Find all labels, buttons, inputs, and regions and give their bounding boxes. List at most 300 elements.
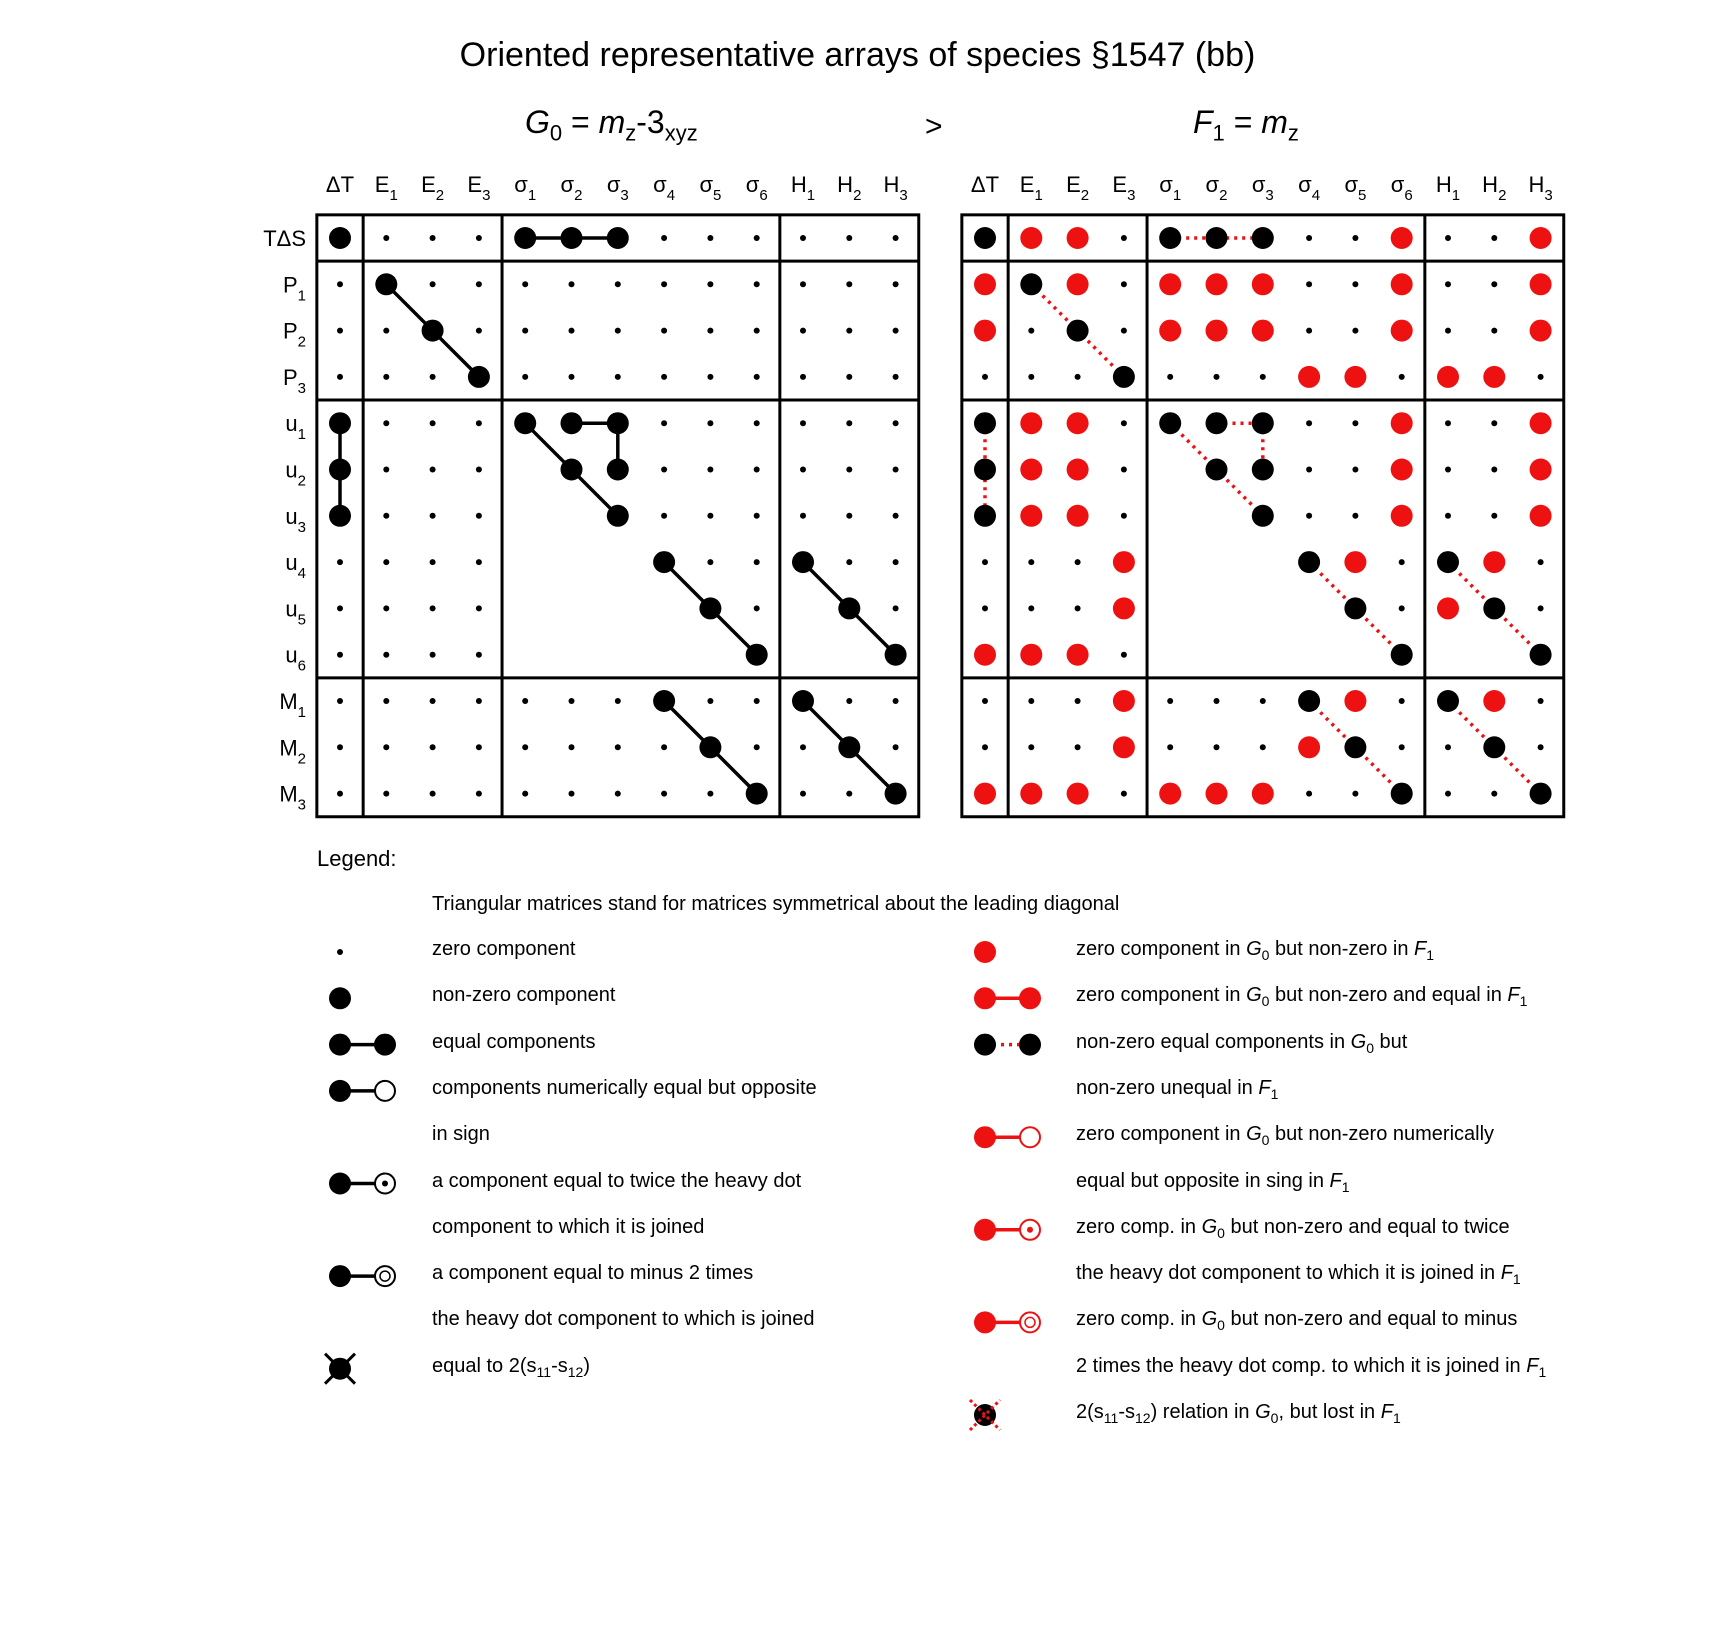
legend-right-text: equal but opposite in sing in $F_1$ <box>1076 1169 1350 1195</box>
g0-col-label: $\sigma_3$ <box>606 172 629 204</box>
f1-zero-dot <box>1352 791 1358 797</box>
row-label: $P_1$ <box>282 272 306 305</box>
f1-zero-dot <box>1491 513 1497 519</box>
f1-zero-dot <box>1491 420 1497 426</box>
g0-zero-dot <box>661 744 667 750</box>
g0-zero-dot <box>383 744 389 750</box>
f1-red-dot <box>1067 412 1089 434</box>
f1-red-dot <box>1159 273 1181 295</box>
f1-zero-dot <box>1399 605 1405 611</box>
compare-sign: > <box>925 110 943 143</box>
g0-zero-dot <box>707 467 713 473</box>
f1-zero-dot <box>1260 374 1266 380</box>
f1-col-label: $H_1$ <box>1435 172 1461 204</box>
g0-zero-dot <box>707 374 713 380</box>
f1-zero-dot <box>1538 374 1544 380</box>
f1-zero-dot <box>1352 235 1358 241</box>
f1-zero-dot <box>1306 791 1312 797</box>
g0-nonzero-dot <box>329 227 351 249</box>
g0-col-label: $\sigma_6$ <box>745 172 768 204</box>
g0-zero-dot <box>569 791 575 797</box>
f1-zero-dot <box>1352 513 1358 519</box>
g0-nonzero-dot <box>746 644 768 666</box>
g0-zero-dot <box>569 744 575 750</box>
f1-red-dot <box>1113 736 1135 758</box>
f1-zero-dot <box>1028 698 1034 704</box>
f1-zero-dot <box>1167 698 1173 704</box>
f1-zero-dot <box>1214 374 1220 380</box>
g0-nonzero-dot <box>422 320 444 342</box>
f1-zero-dot <box>1399 698 1405 704</box>
g0-zero-dot <box>615 744 621 750</box>
g0-zero-dot <box>569 374 575 380</box>
f1-red-dot <box>1344 690 1366 712</box>
g0-zero-dot <box>337 698 343 704</box>
legend-left-text: non-zero component <box>432 984 616 1007</box>
f1-zero-dot <box>982 559 988 565</box>
g0-nonzero-dot <box>699 597 721 619</box>
g0-zero-dot <box>615 281 621 287</box>
legend-dot-icon <box>329 1034 351 1056</box>
g0-zero-dot <box>430 652 436 658</box>
g0-zero-dot <box>846 281 852 287</box>
g0-zero-dot <box>383 420 389 426</box>
legend-dot-icon <box>329 987 351 1009</box>
g0-nonzero-dot <box>607 505 629 527</box>
f1-col-label: $\sigma_2$ <box>1205 172 1228 204</box>
g0-zero-dot <box>383 374 389 380</box>
g0-nonzero-dot <box>329 459 351 481</box>
f1-red-dot <box>1391 320 1413 342</box>
g0-zero-dot <box>430 235 436 241</box>
g0-zero-dot <box>522 791 528 797</box>
f1-nonzero-dot <box>1067 320 1089 342</box>
row-label: $M_2$ <box>279 735 306 768</box>
g0-col-label: $\sigma_1$ <box>514 172 537 204</box>
g0-zero-dot <box>707 328 713 334</box>
legend-left-text: a component equal to twice the heavy dot <box>432 1169 802 1192</box>
f1-nonzero-dot <box>1206 459 1228 481</box>
f1-nonzero-dot <box>1483 597 1505 619</box>
f1-nonzero-dot <box>1020 273 1042 295</box>
f1-col-label: $E_3$ <box>1112 172 1136 204</box>
f1-red-dot <box>1391 412 1413 434</box>
f1-nonzero-dot <box>1252 227 1274 249</box>
f1-zero-dot <box>1306 513 1312 519</box>
row-label: $u_5$ <box>285 596 306 629</box>
g0-zero-dot <box>615 698 621 704</box>
g0-zero-dot <box>661 235 667 241</box>
g0-zero-dot <box>661 281 667 287</box>
g0-zero-dot <box>522 374 528 380</box>
g0-nonzero-dot <box>885 644 907 666</box>
g0-zero-dot <box>337 652 343 658</box>
g0-zero-dot <box>383 652 389 658</box>
g0-zero-dot <box>707 559 713 565</box>
f1-zero-dot <box>1075 744 1081 750</box>
f1-nonzero-dot <box>1113 366 1135 388</box>
f1-zero-dot <box>1121 420 1127 426</box>
legend-dot-icon <box>974 1034 996 1056</box>
g0-nonzero-dot <box>468 366 490 388</box>
f1-red-dot <box>1020 783 1042 805</box>
g0-zero-dot <box>893 420 899 426</box>
g0-zero-dot <box>430 698 436 704</box>
row-label: $M_3$ <box>279 781 306 814</box>
f1-red-dot <box>1206 273 1228 295</box>
g0-zero-dot <box>754 281 760 287</box>
g0-zero-dot <box>754 420 760 426</box>
g0-zero-dot <box>337 281 343 287</box>
f1-zero-dot <box>1399 559 1405 565</box>
g0-zero-dot <box>337 744 343 750</box>
f1-red-dot <box>1391 459 1413 481</box>
f1-red-dot <box>1530 459 1552 481</box>
f1-zero-dot <box>1214 698 1220 704</box>
g0-zero-dot <box>893 235 899 241</box>
g0-zero-dot <box>383 235 389 241</box>
f1-red-dot <box>1067 783 1089 805</box>
legend-dot-icon <box>974 1311 996 1333</box>
g0-col-label: $E_1$ <box>374 172 398 204</box>
f1-zero-dot <box>1028 744 1034 750</box>
legend-open-dot-icon <box>375 1266 395 1286</box>
f1-red-dot <box>1020 644 1042 666</box>
f1-zero-dot <box>1491 328 1497 334</box>
f1-zero-dot <box>982 374 988 380</box>
page-title: Oriented representative arrays of species §1547 (bb) <box>459 36 1256 74</box>
f1-red-dot <box>1483 690 1505 712</box>
f1-nonzero-dot <box>974 412 996 434</box>
f1-red-dot <box>1344 551 1366 573</box>
g0-zero-dot <box>754 513 760 519</box>
legend-dot-icon <box>374 1034 396 1056</box>
f1-zero-dot <box>982 605 988 611</box>
f1-red-dot <box>1483 551 1505 573</box>
g0-zero-dot <box>522 281 528 287</box>
legend-right-text: zero comp. in $G_0$ but non-zero and equal to minus <box>1076 1308 1518 1334</box>
row-label: $u_2$ <box>285 457 306 490</box>
f1-zero-dot <box>1306 420 1312 426</box>
f1-red-dot <box>1252 320 1274 342</box>
legend-dot-icon <box>974 1219 996 1241</box>
f1-red-dot <box>974 320 996 342</box>
f1-zero-dot <box>1538 559 1544 565</box>
g0-zero-dot <box>430 374 436 380</box>
g0-nonzero-dot <box>607 412 629 434</box>
f1-zero-dot <box>1445 328 1451 334</box>
g0-zero-dot <box>893 467 899 473</box>
f1-col-label: $\sigma_4$ <box>1298 172 1321 204</box>
f1-zero-dot <box>1538 744 1544 750</box>
f1-red-dot <box>1206 320 1228 342</box>
g0-zero-dot <box>522 328 528 334</box>
legend-left-text: equal to $2(s_{11}-s_{12})$ <box>432 1354 590 1380</box>
g0-zero-dot <box>800 791 806 797</box>
f1-red-dot <box>1020 227 1042 249</box>
row-label: $P_2$ <box>282 318 306 351</box>
f1-zero-dot <box>1028 374 1034 380</box>
g0-zero-dot <box>476 328 482 334</box>
f1-col-label: $\sigma_5$ <box>1344 172 1367 204</box>
g0-zero-dot <box>800 328 806 334</box>
g0-zero-dot <box>430 559 436 565</box>
f1-nonzero-dot <box>1298 690 1320 712</box>
g0-zero-dot <box>383 698 389 704</box>
f1-zero-dot <box>1075 605 1081 611</box>
f1-zero-dot <box>1445 744 1451 750</box>
f1-red-dot <box>1159 783 1181 805</box>
f1-red-dot <box>1437 366 1459 388</box>
f1-zero-dot <box>1352 281 1358 287</box>
g0-zero-dot <box>800 235 806 241</box>
g0-zero-dot <box>707 281 713 287</box>
f1-zero-dot <box>1121 235 1127 241</box>
g0-zero-dot <box>615 374 621 380</box>
f1-nonzero-dot <box>1437 551 1459 573</box>
g0-zero-dot <box>754 559 760 565</box>
g0-zero-dot <box>383 513 389 519</box>
legend-center-dot-icon <box>1027 1227 1033 1233</box>
g0-zero-dot <box>430 744 436 750</box>
f1-zero-dot <box>1538 698 1544 704</box>
g0-zero-dot <box>800 467 806 473</box>
legend-small-dot-icon <box>337 949 343 955</box>
legend-left-text: components numerically equal but opposite <box>432 1076 817 1099</box>
g0-zero-dot <box>430 420 436 426</box>
g0-col-label: $H_3$ <box>883 172 908 204</box>
f1-zero-dot <box>1352 467 1358 473</box>
f1-red-dot <box>1206 783 1228 805</box>
legend-right-text: zero component in $G_0$ but non-zero numerically <box>1076 1123 1495 1149</box>
row-label: $u_3$ <box>285 503 306 536</box>
g0-zero-dot <box>846 328 852 334</box>
f1-zero-dot <box>1121 652 1127 658</box>
g0-nonzero-dot <box>607 459 629 481</box>
g0-zero-dot <box>707 698 713 704</box>
f1-red-dot <box>1067 644 1089 666</box>
g0-zero-dot <box>522 698 528 704</box>
f1-zero-dot <box>1491 467 1497 473</box>
f1-zero-dot <box>1167 374 1173 380</box>
f1-col-label: ΔT <box>970 172 1000 197</box>
legend-dot-icon <box>974 987 996 1009</box>
g0-col-label: $H_2$ <box>837 172 862 204</box>
f1-red-dot <box>1067 505 1089 527</box>
f1-zero-dot <box>1075 559 1081 565</box>
legend-left-text: a component equal to minus 2 times <box>432 1262 754 1285</box>
g0-zero-dot <box>893 513 899 519</box>
g0-zero-dot <box>337 559 343 565</box>
f1-red-dot <box>1252 783 1274 805</box>
f1-red-dot <box>1391 505 1413 527</box>
g0-nonzero-dot <box>653 551 675 573</box>
row-label: TΔS <box>263 226 306 251</box>
legend-left-text: zero component <box>432 938 576 960</box>
g0-zero-dot <box>661 467 667 473</box>
g0-col-label: $\sigma_5$ <box>699 172 722 204</box>
g0-zero-dot <box>430 605 436 611</box>
f1-red-dot <box>1020 459 1042 481</box>
f1-zero-dot <box>1306 467 1312 473</box>
legend-dot-icon <box>974 1126 996 1148</box>
f1-nonzero-dot <box>1159 412 1181 434</box>
f1-red-dot <box>1530 227 1552 249</box>
legend-title: Legend: <box>317 846 397 871</box>
g0-zero-dot <box>893 605 899 611</box>
f1-nonzero-dot <box>1252 505 1274 527</box>
g0-zero-dot <box>800 281 806 287</box>
f1-zero-dot <box>1445 791 1451 797</box>
g0-zero-dot <box>476 513 482 519</box>
f1-red-dot <box>974 783 996 805</box>
g0-nonzero-dot <box>375 273 397 295</box>
g0-zero-dot <box>476 467 482 473</box>
g0-zero-dot <box>893 328 899 334</box>
f1-nonzero-dot <box>1206 412 1228 434</box>
f1-zero-dot <box>1399 744 1405 750</box>
g0-col-label: ΔT <box>325 172 355 197</box>
f1-zero-dot <box>1121 467 1127 473</box>
g0-zero-dot <box>569 698 575 704</box>
g0-zero-dot <box>383 791 389 797</box>
g0-zero-dot <box>476 281 482 287</box>
g0-zero-dot <box>800 744 806 750</box>
g0-zero-dot <box>893 698 899 704</box>
f1-col-label: $E_2$ <box>1066 172 1090 204</box>
f1-zero-dot <box>1306 328 1312 334</box>
f1-red-dot <box>1391 273 1413 295</box>
g0-zero-dot <box>846 420 852 426</box>
g0-nonzero-dot <box>561 459 583 481</box>
g0-nonzero-dot <box>792 690 814 712</box>
f1-zero-dot <box>1538 605 1544 611</box>
f1-red-dot <box>1113 690 1135 712</box>
g0-zero-dot <box>661 328 667 334</box>
f1-nonzero-dot <box>974 459 996 481</box>
g0-nonzero-dot <box>329 412 351 434</box>
f1-col-label: $H_3$ <box>1528 172 1553 204</box>
legend-note: Triangular matrices stand for matrices symmetrical about the leading diagonal <box>432 893 1120 915</box>
row-label: $u_1$ <box>285 411 306 444</box>
g0-zero-dot <box>430 791 436 797</box>
g0-zero-dot <box>893 281 899 287</box>
matrix-title-g0: $G_0 = m_z-3_{xyz}$ <box>525 104 698 146</box>
f1-col-label: $\sigma_6$ <box>1390 172 1413 204</box>
f1-red-dot <box>1252 273 1274 295</box>
f1-red-dot <box>974 644 996 666</box>
g0-zero-dot <box>754 698 760 704</box>
f1-red-dot <box>1298 736 1320 758</box>
f1-zero-dot <box>1445 513 1451 519</box>
g0-zero-dot <box>754 744 760 750</box>
g0-zero-dot <box>476 652 482 658</box>
g0-nonzero-dot <box>792 551 814 573</box>
g0-zero-dot <box>800 374 806 380</box>
f1-red-dot <box>1483 366 1505 388</box>
f1-red-dot <box>1067 459 1089 481</box>
f1-nonzero-dot <box>1159 227 1181 249</box>
g0-zero-dot <box>846 513 852 519</box>
f1-nonzero-dot <box>1206 227 1228 249</box>
f1-nonzero-dot <box>1391 644 1413 666</box>
g0-zero-dot <box>754 235 760 241</box>
legend-left-text: in sign <box>432 1123 490 1146</box>
f1-red-dot <box>1530 505 1552 527</box>
g0-zero-dot <box>569 281 575 287</box>
g0-zero-dot <box>707 420 713 426</box>
legend-open-dot-icon <box>1020 1312 1040 1332</box>
legend-dot-icon <box>329 1265 351 1287</box>
matrix-title-f1: $F_1 = m_z$ <box>1193 104 1299 146</box>
g0-zero-dot <box>661 791 667 797</box>
f1-zero-dot <box>1167 744 1173 750</box>
g0-zero-dot <box>661 374 667 380</box>
g0-col-label: $E_3$ <box>467 172 491 204</box>
g0-col-label: $\sigma_4$ <box>653 172 676 204</box>
legend-dot-icon <box>974 941 996 963</box>
g0-nonzero-dot <box>838 597 860 619</box>
legend-right-text: zero comp. in $G_0$ but non-zero and equal to twice <box>1076 1215 1510 1241</box>
g0-zero-dot <box>707 235 713 241</box>
g0-zero-dot <box>800 513 806 519</box>
g0-zero-dot <box>661 420 667 426</box>
f1-zero-dot <box>1352 328 1358 334</box>
f1-zero-dot <box>1028 605 1034 611</box>
g0-zero-dot <box>337 328 343 334</box>
g0-zero-dot <box>476 791 482 797</box>
legend-left-text: equal components <box>432 1030 596 1053</box>
f1-zero-dot <box>1445 281 1451 287</box>
f1-col-label: $E_1$ <box>1019 172 1043 204</box>
g0-zero-dot <box>476 559 482 565</box>
g0-zero-dot <box>800 420 806 426</box>
f1-nonzero-dot <box>1344 736 1366 758</box>
g0-zero-dot <box>661 513 667 519</box>
f1-zero-dot <box>1075 374 1081 380</box>
g0-nonzero-dot <box>699 736 721 758</box>
f1-nonzero-dot <box>1252 459 1274 481</box>
f1-zero-dot <box>1121 328 1127 334</box>
g0-nonzero-dot <box>561 412 583 434</box>
f1-zero-dot <box>1028 559 1034 565</box>
g0-nonzero-dot <box>885 783 907 805</box>
row-label: $P_3$ <box>282 364 306 397</box>
f1-red-dot <box>1113 551 1135 573</box>
g0-nonzero-dot <box>653 690 675 712</box>
g0-zero-dot <box>846 791 852 797</box>
g0-zero-dot <box>846 559 852 565</box>
f1-red-dot <box>1391 227 1413 249</box>
g0-zero-dot <box>337 791 343 797</box>
row-label: $u_6$ <box>285 642 306 675</box>
g0-zero-dot <box>893 374 899 380</box>
g0-zero-dot <box>430 281 436 287</box>
f1-red-dot <box>1344 366 1366 388</box>
f1-zero-dot <box>982 698 988 704</box>
f1-red-dot <box>1437 597 1459 619</box>
f1-red-dot <box>974 273 996 295</box>
f1-red-dot <box>1113 597 1135 619</box>
f1-zero-dot <box>1075 698 1081 704</box>
legend-dot-icon <box>1019 987 1041 1009</box>
f1-zero-dot <box>1214 744 1220 750</box>
legend-dot-icon <box>1019 1034 1041 1056</box>
legend-left-text: the heavy dot component to which is joined <box>432 1308 815 1331</box>
g0-nonzero-dot <box>607 227 629 249</box>
legend-open-dot-icon <box>1020 1127 1040 1147</box>
g0-zero-dot <box>707 791 713 797</box>
